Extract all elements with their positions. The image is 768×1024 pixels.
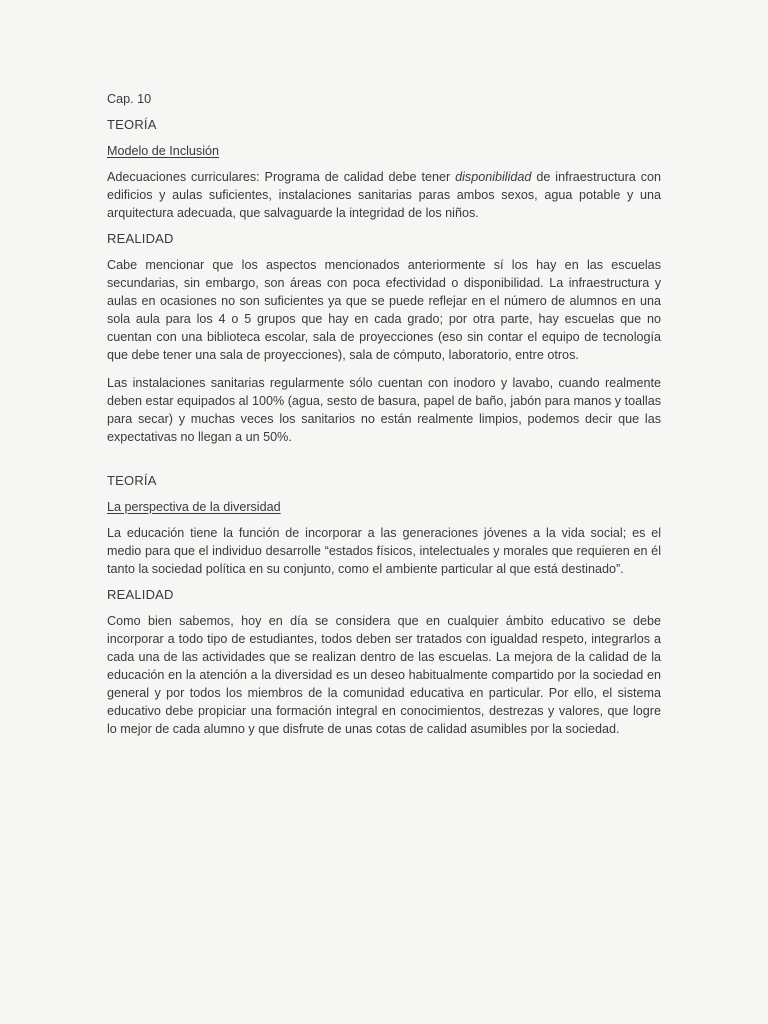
section-subtitle-diversity: La perspectiva de la diversidad — [107, 500, 281, 514]
theory-text-after: de infraestructura con edificios y aulas suficientes, instalaciones sanitarias paras ambos sexos, agua potable y una arquitectura adecuada, que salvaguarde la integridad de los niños. — [107, 170, 661, 220]
document-page — [107, 90, 661, 738]
theory-paragraph-2: La educación tiene la función de incorporar a las generaciones jóvenes a la vida social; es el medio para que el individuo desarrolle “estados físicos, intelectuales y morales que requieren en él tanto la sociedad política en su conjunto, como el ambiente particular al que está destinado”. — [107, 526, 661, 576]
reality-heading-1: REALIDAD — [107, 231, 174, 246]
reality-paragraph-2: Las instalaciones sanitarias regularmente sólo cuentan con inodoro y lavabo, cuando realmente deben estar equipados al 100% (agua, sesto de basura, papel de baño, jabón para manos y toallas para secar) y muchas veces los sanitarios no están realmente limpios, podemos decir que las expectativas no llegan a un 50%. — [107, 376, 661, 444]
theory-heading-1: TEORÍA — [107, 117, 157, 132]
theory-paragraph-1 — [107, 168, 661, 222]
chapter-label: Cap. 10 — [107, 92, 152, 106]
reality-heading-2: REALIDAD — [107, 587, 174, 602]
reality-paragraph-1: Cabe mencionar que los aspectos mencionados anteriormente sí los hay en las escuelas secundarias, sin embargo, son áreas con poca efectividad o disponibilidad. La infraestructura y aulas en ocasiones no son suficientes ya que se puede reflejar en el número de alumnos en una sola aula para los 4 o 5 grupos que hay en cada grado; por otra parte, hay escuelas que no cuentan con una biblioteca escolar, sala de proyecciones (eso sin contar el equipo de tecnología que debe tener una sala de proyecciones), sala de cómputo, laboratorio, entre otros. — [107, 258, 661, 362]
theory-heading-2: TEORÍA — [107, 473, 157, 488]
reality-paragraph-3: Como bien sabemos, hoy en día se considera que en cualquier ámbito educativo se debe incorporar a todo tipo de estudiantes, todos deben ser tratados con igualdad respeto, integrarlos a cada una de las actividades que se realizan dentro de las escuelas. La mejora de la calidad de la educación en la atención a la diversidad es un deseo habitualmente compartido por la sociedad en general y por todos los miembros de la comunidad educativa en particular. Por ello, el sistema educativo debe propiciar una formación integral en conocimientos, destrezas y valores, que logre lo mejor de cada alumno y que disfrute de unas cotas de calidad asumibles por la sociedad. — [107, 614, 661, 736]
theory-text-before: Adecuaciones curriculares: Programa de calidad debe tener — [107, 170, 456, 184]
section-subtitle-inclusion: Modelo de Inclusión — [107, 144, 220, 158]
theory-text-emphasis: disponibilidad — [455, 170, 532, 184]
